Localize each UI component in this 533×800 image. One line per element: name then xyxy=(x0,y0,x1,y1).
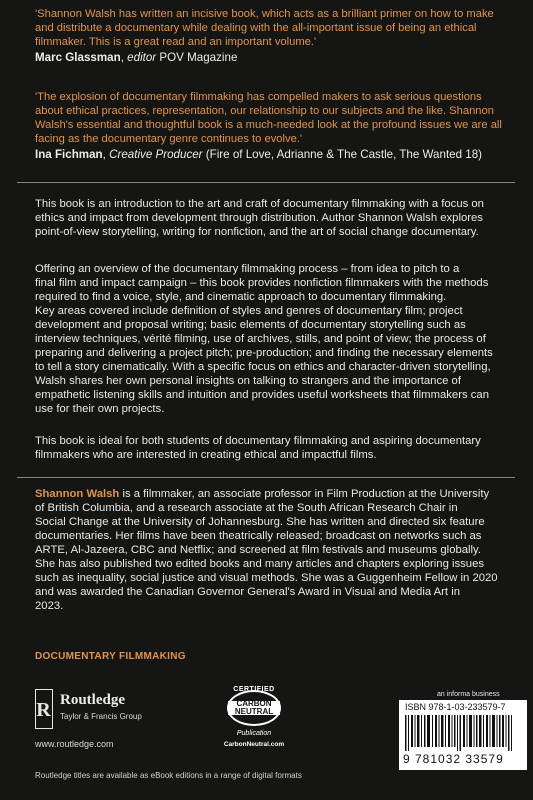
text-line: Offering an overview of the documentary filmmaking process – from idea to pitch to a xyxy=(35,263,460,275)
description-paragraph-3 xyxy=(35,434,525,462)
bio-first-line: is a filmmaker, an associate professor in Film Production at the University xyxy=(119,488,490,500)
quote-line: 'The explosion of documentary filmmaking has compelled makers to ask serious questions xyxy=(35,91,482,103)
carbon-main-2: NEUTRAL xyxy=(234,707,274,716)
description-paragraph-2 xyxy=(35,262,525,416)
reviewer-role: Creative Producer xyxy=(109,148,203,161)
text-line: required to find a voice, style, and cinematic approach to documentary filmmaking. xyxy=(35,291,447,303)
carbon-site: CarbonNeutral.com xyxy=(223,741,285,748)
divider xyxy=(17,182,515,183)
description-paragraph-1 xyxy=(35,197,525,239)
quote-line: and distribute a documentary while dealing with the all-important issue of being an ethical xyxy=(35,22,477,34)
routledge-r-icon xyxy=(35,689,53,729)
text-line: empathetic listening skills and intuition and provides useful worksheets that filmmakers can xyxy=(35,389,489,401)
publisher-name: Routledge xyxy=(60,692,125,708)
text-line: This book is an introduction to the art and craft of documentary filmmaking with a focus on xyxy=(35,198,484,210)
reviewer-affiliation: (Fire of Love, Adrianne & The Castle, The Wanted 18) xyxy=(205,148,483,161)
reviewer-name: Ina Fichman xyxy=(35,148,103,161)
text-line: interview techniques, vérité filming, use of archives, stills, and point of view; the process of xyxy=(35,333,486,345)
text-line: Walsh shares her own personal insights on talking to strangers and the importance of xyxy=(35,375,461,387)
isbn-label: ISBN 978-1-03-233579-7 xyxy=(405,702,506,712)
svg-text:R: R xyxy=(36,699,51,721)
publisher-url: www.routledge.com xyxy=(35,739,114,749)
divider xyxy=(17,477,515,478)
quote-line: filmmaker. This is a great read and an important volume.' xyxy=(35,36,317,48)
author-name: Shannon Walsh xyxy=(35,488,120,500)
text-line xyxy=(35,487,525,501)
text-line: preparing and delivering a project pitch; pre-production; and finding the necessary elements xyxy=(35,347,493,359)
informa-text: an informa business xyxy=(437,691,500,698)
text-line: final film and impact campaign – this book provides nonfiction filmmakers with the methods xyxy=(35,277,489,289)
carbon-neutral-badge xyxy=(222,680,286,756)
carbon-main-1: CARBON xyxy=(236,699,272,708)
praise-quote-1 xyxy=(35,7,525,49)
publisher-group: Taylor & Francis Group xyxy=(60,712,142,721)
quote-line: facing as the documentary genre continues to evolve.' xyxy=(35,133,303,145)
reviewer-role: editor xyxy=(127,51,157,64)
text-line: and was awarded the Canadian Governor General's Award in Visual and Media Art in xyxy=(35,586,461,598)
text-line: documentaries. Her films have been theatrically released; broadcast on networks such as xyxy=(35,530,482,542)
isbn-digits: 9 781032 33579 xyxy=(403,752,504,766)
subject-category: DOCUMENTARY FILMMAKING xyxy=(35,651,186,662)
text-line: She has also published two edited books and many articles and chapters exploring issues xyxy=(35,558,485,570)
text-line: ethics and impact from development through distribution. Author Shannon Walsh explores xyxy=(35,212,483,224)
text-line: Key areas covered include definition of styles and genres of documentary film; project xyxy=(35,305,463,317)
text-line: ARTE, Al-Jazeera, CBC and Netflix; and screened at film festivals and museums globally. xyxy=(35,544,482,556)
text-line: 2023. xyxy=(35,600,64,612)
text-line: use for their own projects. xyxy=(35,403,165,415)
carbon-sub: Publication xyxy=(236,730,272,737)
quote-line: Walsh's essential and thoughtful book is a much-needed look at the profound issues we are all xyxy=(35,119,502,131)
text-line: such as inequality, social justice and visual methods. She was a Guggenheim Fellow in 2020 xyxy=(35,572,498,584)
carbon-certified: CERTIFIED xyxy=(233,686,275,693)
text-line: This book is ideal for both students of documentary filmmaking and aspiring documentary xyxy=(35,435,481,447)
routledge-logo xyxy=(35,689,185,734)
text-line: Social Change at the University of Johannesburg. She has written and directed six feature xyxy=(35,516,485,528)
barcode-icon xyxy=(405,715,521,751)
isbn-barcode-box xyxy=(399,700,527,770)
text-line: to tell a story cinematically. With a specific focus on ethics and character-driven storytelling, xyxy=(35,361,491,373)
text-line: point-of-view storytelling, writing for nonfiction, and the art of social change documentary. xyxy=(35,226,479,238)
praise-attribution-1: Marc Glassman, editor POV Magazine xyxy=(35,51,238,64)
text-line: filmmakers who are interested in creating ethical and impactful films. xyxy=(35,449,377,461)
praise-quote-2 xyxy=(35,90,525,146)
quote-line: about ethical practices, representation, our relationship to our subjects and the like. Shannon xyxy=(35,105,494,117)
reviewer-affiliation: POV Magazine xyxy=(159,51,238,64)
text-line: development and proposal writing; basic elements of documentary storytelling such as xyxy=(35,319,466,331)
informa-tagline xyxy=(437,691,500,698)
ebook-note: Routledge titles are available as eBook editions in a range of digital formats xyxy=(35,771,302,780)
praise-attribution-2: Ina Fichman, Creative Producer (Fire of Love, Adrianne & The Castle, The Wanted 18) xyxy=(35,148,483,161)
reviewer-name: Marc Glassman xyxy=(35,51,121,64)
quote-line: 'Shannon Walsh has written an incisive book, which acts as a brilliant primer on how to make xyxy=(35,8,494,20)
text-line: of British Columbia, and a research associate at the South African Research Chair in xyxy=(35,502,458,514)
author-bio xyxy=(35,487,525,613)
